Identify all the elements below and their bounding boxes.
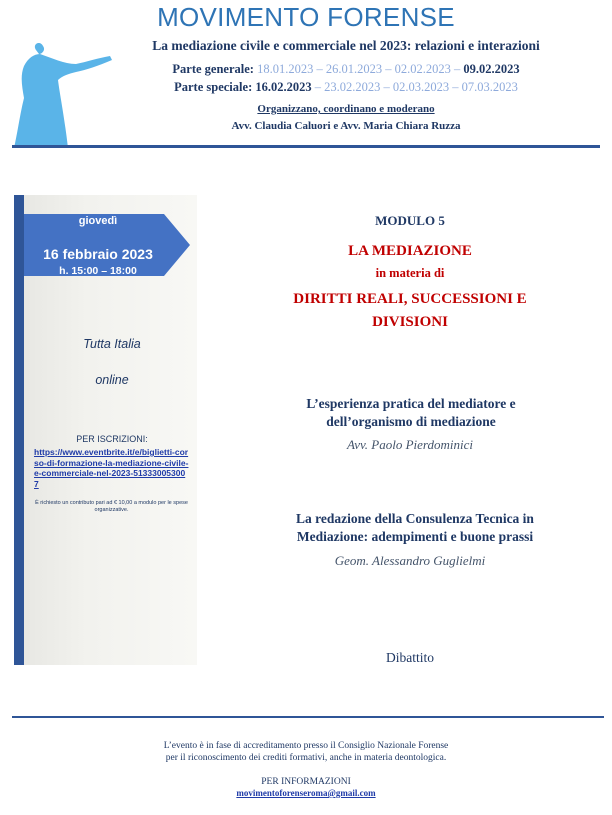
sidebar-accent-bar	[14, 195, 24, 665]
registration-fee-note: È richiesto un contributo pari ad € 10,00 a modulo per le spese organizzative.	[35, 500, 188, 513]
course-subtitle: La mediazione civile e commerciale nel 2023: relazioni e interazioni	[152, 38, 540, 53]
general-part-last-date: 09.02.2023	[463, 62, 520, 76]
closing-debate: Dibattito	[386, 650, 434, 665]
talk-title: La redazione della Consulenza Tecnica in Mediazione: adempimenti e buone prassi	[296, 511, 534, 544]
special-part-next-dates: – 23.02.2023 – 02.03.2023 – 07.03.2023	[314, 80, 518, 94]
event-time: h. 15:00 – 18:00	[59, 265, 137, 277]
talk-speaker: Avv. Paolo Pierdominici	[347, 437, 473, 452]
special-part-dates: Parte speciale: 16.02.2023 – 23.02.2023 – 02.03.2023 – 07.03.2023	[174, 80, 518, 94]
event-day: giovedì	[78, 215, 118, 227]
talk-speaker: Geom. Alessandro Guglielmi	[334, 553, 486, 568]
organize-line: Organizzano, coordinano e moderano	[257, 103, 435, 115]
special-part-current-date: 16.02.2023	[255, 80, 312, 94]
accreditation-line-1: L’evento è in fase di accreditamento presso il Consiglio Nazionale Forense	[163, 741, 449, 751]
module-subject: DIRITTI REALI, SUCCESSIONI E DIVISIONI	[293, 291, 527, 330]
info-label: PER INFORMAZIONI	[261, 777, 351, 787]
event-location: Tutta Italia	[83, 337, 141, 351]
module-number: MODULO 5	[375, 213, 445, 228]
event-mode: online	[95, 373, 129, 387]
general-part-label: Parte generale	[172, 62, 250, 76]
module-title-connector: in materia di	[375, 266, 445, 280]
registration-link[interactable]: https://www.eventbrite.it/e/biglietti-corso-di-formazione-la-mediazione-civile-e-commerciale-nel-2023-513330053007	[34, 447, 189, 489]
special-part-label: Parte speciale	[174, 80, 249, 94]
registration-label: PER ISCRIZIONI:	[76, 434, 148, 444]
talk-title: L’esperienza pratica del mediatore e dell’organismo di mediazione	[306, 396, 516, 429]
contact-email-link[interactable]: movimentoforenseroma@gmail.com	[236, 788, 376, 798]
module-title: LA MEDIAZIONE	[348, 243, 472, 259]
org-name: MOVIMENTO FORENSE	[157, 2, 455, 32]
accreditation-line-2: per il riconoscimento dei crediti formativi, anche in materia deontologica.	[165, 753, 447, 763]
general-part-past-dates: 18.01.2023 – 26.01.2023 – 02.02.2023 –	[257, 62, 461, 76]
general-part-dates: Parte generale: 18.01.2023 – 26.01.2023 – 02.02.2023 – 09.02.2023	[172, 62, 520, 76]
event-date: 16 febbraio 2023	[43, 246, 153, 262]
bottom-divider	[12, 716, 604, 718]
top-divider	[12, 145, 600, 148]
organizers: Avv. Claudia Caluori e Avv. Maria Chiara Ruzza	[231, 120, 461, 132]
